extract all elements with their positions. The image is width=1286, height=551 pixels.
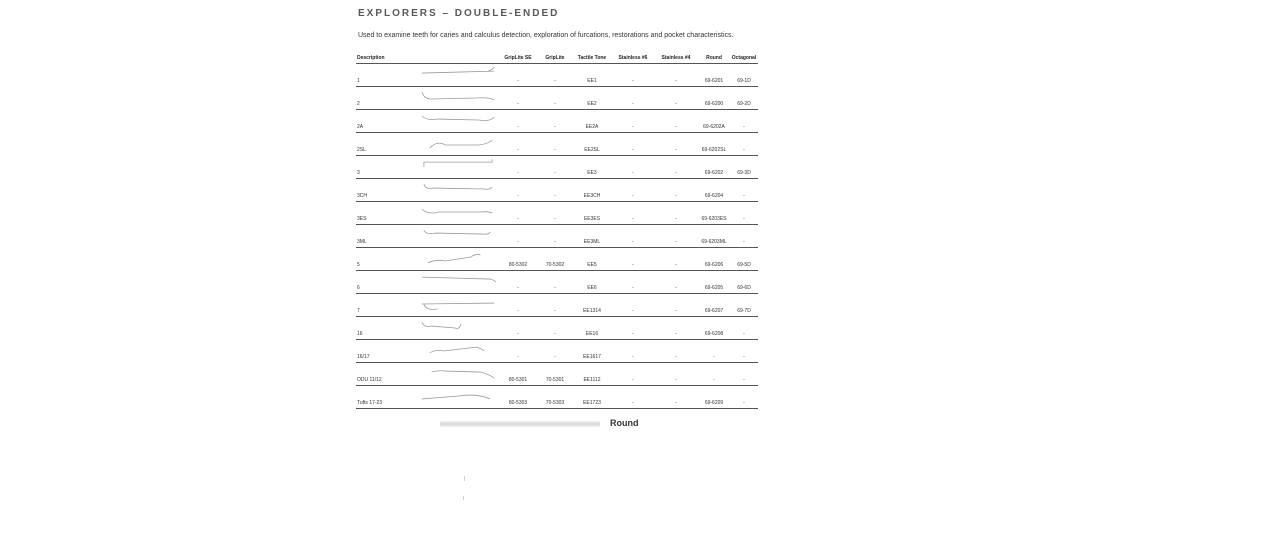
- cell-gl: -: [538, 340, 572, 363]
- cell-gse: -: [498, 317, 538, 340]
- explorer-instrument-image: [420, 159, 498, 175]
- row-description: 16: [356, 317, 414, 340]
- instrument-image-cell: [414, 225, 498, 248]
- row-description: 6: [356, 271, 414, 294]
- cell-gse: -: [498, 110, 538, 133]
- instrument-image-cell: [414, 179, 498, 202]
- cell-round: 69-6202: [698, 156, 730, 179]
- table-row: [356, 64, 758, 87]
- explorer-instrument-image: [420, 136, 498, 152]
- instrument-image-cell: [414, 363, 498, 386]
- cell-tt: EE1617: [572, 340, 612, 363]
- cell-gl: -: [538, 225, 572, 248]
- instrument-image-cell: [414, 386, 498, 409]
- cell-round: 69-6206: [698, 248, 730, 271]
- cell-gl: 70-5303: [538, 386, 572, 409]
- cell-gl: -: [538, 87, 572, 110]
- table-row: [356, 294, 758, 317]
- explorer-instrument-image: [420, 366, 498, 382]
- cell-gl: -: [538, 133, 572, 156]
- cell-gl: -: [538, 179, 572, 202]
- cell-gl: -: [538, 271, 572, 294]
- column-header: Round: [698, 53, 730, 64]
- cell-s6: -: [612, 156, 654, 179]
- explorer-instrument-image: [420, 343, 498, 359]
- row-description: 16/17: [356, 340, 414, 363]
- cell-s6: -: [612, 248, 654, 271]
- cell-s6: -: [612, 110, 654, 133]
- table-row: [356, 133, 758, 156]
- cell-oct: 69-7D: [730, 294, 758, 317]
- cell-round: 69-6203ML: [698, 225, 730, 248]
- instrument-image-cell: [414, 87, 498, 110]
- cell-oct: -: [730, 317, 758, 340]
- cell-oct: 69-6D: [730, 271, 758, 294]
- cell-gse: -: [498, 202, 538, 225]
- divider-mark: [464, 476, 465, 481]
- cell-gse: -: [498, 64, 538, 87]
- column-header: Stainless #6: [612, 53, 654, 64]
- cell-gl: -: [538, 110, 572, 133]
- cell-oct: -: [730, 133, 758, 156]
- cell-oct: -: [730, 340, 758, 363]
- cell-tt: EE3ES: [572, 202, 612, 225]
- cell-oct: -: [730, 225, 758, 248]
- cell-tt: EE1: [572, 64, 612, 87]
- column-header: Tactile Tone: [572, 53, 612, 64]
- cell-oct: 69-2D: [730, 87, 758, 110]
- explorer-instrument-image: [420, 90, 498, 106]
- instrument-image-cell: [414, 156, 498, 179]
- cell-gl: -: [538, 64, 572, 87]
- cell-s6: -: [612, 386, 654, 409]
- explorer-instrument-image: [420, 297, 498, 313]
- cell-oct: -: [730, 363, 758, 386]
- table-row: [356, 110, 758, 133]
- table-row: [356, 317, 758, 340]
- row-description: Tufts 17-23: [356, 386, 414, 409]
- cell-round: 69-6207: [698, 294, 730, 317]
- cell-gse: 80-5303: [498, 386, 538, 409]
- row-description: 3: [356, 156, 414, 179]
- table-row: [356, 156, 758, 179]
- table-row: [356, 225, 758, 248]
- cell-oct: -: [730, 202, 758, 225]
- cell-s4: -: [654, 110, 698, 133]
- cell-s4: -: [654, 317, 698, 340]
- explorer-instrument-image: [420, 205, 498, 221]
- cell-s6: -: [612, 225, 654, 248]
- column-header: Description: [356, 53, 414, 64]
- explorer-instrument-image: [420, 274, 498, 290]
- row-description: 5: [356, 248, 414, 271]
- cell-oct: 69-3D: [730, 156, 758, 179]
- table-row: [356, 363, 758, 386]
- row-description: 1: [356, 64, 414, 87]
- cell-gse: -: [498, 340, 538, 363]
- explorer-instrument-image: [420, 228, 498, 244]
- cell-round: 69-6209: [698, 386, 730, 409]
- cell-s4: -: [654, 156, 698, 179]
- cell-round: 69-6208: [698, 317, 730, 340]
- instrument-image-cell: [414, 271, 498, 294]
- cell-tt: EE1314: [572, 294, 612, 317]
- instrument-image-cell: [414, 317, 498, 340]
- cell-s4: -: [654, 294, 698, 317]
- cell-s4: -: [654, 271, 698, 294]
- row-description: 2A: [356, 110, 414, 133]
- instrument-image-cell: [414, 340, 498, 363]
- cell-round: 69-6202A: [698, 110, 730, 133]
- table-header-row: [356, 53, 758, 64]
- explorer-instrument-image: [420, 320, 498, 336]
- cell-s4: -: [654, 225, 698, 248]
- column-header: Stainless #4: [654, 53, 698, 64]
- row-description: 3ES: [356, 202, 414, 225]
- cell-oct: -: [730, 110, 758, 133]
- row-description: 3CH: [356, 179, 414, 202]
- cell-gse: -: [498, 225, 538, 248]
- page-title: EXPLORERS – DOUBLE-ENDED: [358, 8, 560, 19]
- instrument-image-cell: [414, 202, 498, 225]
- row-description: 2: [356, 87, 414, 110]
- cell-tt: EE3CH: [572, 179, 612, 202]
- explorer-instrument-image: [420, 251, 498, 267]
- cell-round: 69-6204: [698, 179, 730, 202]
- cell-round: 69-6201: [698, 64, 730, 87]
- round-handle-image: [440, 421, 600, 427]
- cell-tt: EE5: [572, 248, 612, 271]
- cell-gse: -: [498, 179, 538, 202]
- column-header: GripLite SE: [498, 53, 538, 64]
- cell-s6: -: [612, 64, 654, 87]
- cell-tt: EE6: [572, 271, 612, 294]
- explorer-instrument-image: [420, 389, 498, 405]
- table-row: [356, 87, 758, 110]
- cell-s6: -: [612, 363, 654, 386]
- cell-gse: 80-5301: [498, 363, 538, 386]
- cell-s6: -: [612, 271, 654, 294]
- cell-round: 69-6202SL: [698, 133, 730, 156]
- row-description: 7: [356, 294, 414, 317]
- cell-s4: -: [654, 87, 698, 110]
- table-row: [356, 202, 758, 225]
- explorer-instrument-image: [420, 67, 498, 83]
- cell-s4: -: [654, 340, 698, 363]
- cell-s4: -: [654, 202, 698, 225]
- cell-tt: EE2A: [572, 110, 612, 133]
- cell-tt: EE1723: [572, 386, 612, 409]
- cell-round: 69-6200: [698, 87, 730, 110]
- explorer-instrument-image: [420, 113, 498, 129]
- cell-s6: -: [612, 87, 654, 110]
- cell-gl: -: [538, 317, 572, 340]
- cell-oct: -: [730, 386, 758, 409]
- instrument-image-cell: [414, 133, 498, 156]
- cell-s4: -: [654, 179, 698, 202]
- cell-s4: -: [654, 363, 698, 386]
- cell-gl: 70-5302: [538, 248, 572, 271]
- cell-s4: -: [654, 133, 698, 156]
- cell-tt: EE3: [572, 156, 612, 179]
- cell-tt: EE2: [572, 87, 612, 110]
- cell-tt: EE1112: [572, 363, 612, 386]
- cell-s6: -: [612, 202, 654, 225]
- column-header: GripLite: [538, 53, 572, 64]
- cell-s4: -: [654, 64, 698, 87]
- cell-oct: 69-1D: [730, 64, 758, 87]
- cell-round: 69-6203ES: [698, 202, 730, 225]
- instrument-image-cell: [414, 294, 498, 317]
- round-handle-label: Round: [610, 418, 639, 428]
- cell-round: -: [698, 363, 730, 386]
- page-subtitle: Used to examine teeth for caries and calculus detection, exploration of furcations, restorations and pocket characteristics.: [358, 32, 734, 39]
- cell-gse: -: [498, 294, 538, 317]
- divider-mark: [463, 496, 464, 500]
- cell-s6: -: [612, 179, 654, 202]
- cell-s4: -: [654, 248, 698, 271]
- cell-gse: -: [498, 87, 538, 110]
- cell-s6: -: [612, 340, 654, 363]
- cell-gse: -: [498, 271, 538, 294]
- explorer-instrument-image: [420, 182, 498, 198]
- instrument-image-cell: [414, 110, 498, 133]
- explorers-table: [356, 53, 758, 409]
- cell-gl: 70-5301: [538, 363, 572, 386]
- cell-s6: -: [612, 133, 654, 156]
- cell-round: -: [698, 340, 730, 363]
- column-header: Octagonal: [730, 53, 758, 64]
- table-row: [356, 271, 758, 294]
- table-row: [356, 386, 758, 409]
- row-description: 3ML: [356, 225, 414, 248]
- cell-gl: -: [538, 294, 572, 317]
- cell-gse: -: [498, 156, 538, 179]
- cell-s6: -: [612, 317, 654, 340]
- cell-oct: 69-5D: [730, 248, 758, 271]
- cell-gl: -: [538, 202, 572, 225]
- table-row: [356, 248, 758, 271]
- cell-gse: 80-5302: [498, 248, 538, 271]
- row-description: 2SL: [356, 133, 414, 156]
- cell-gl: -: [538, 156, 572, 179]
- cell-oct: -: [730, 179, 758, 202]
- cell-gse: -: [498, 133, 538, 156]
- cell-round: 69-6205: [698, 271, 730, 294]
- instrument-image-cell: [414, 64, 498, 87]
- cell-tt: EE3ML: [572, 225, 612, 248]
- cell-tt: EE2SL: [572, 133, 612, 156]
- row-description: ODU 11/12: [356, 363, 414, 386]
- cell-s4: -: [654, 386, 698, 409]
- column-header: [414, 53, 498, 64]
- instrument-image-cell: [414, 248, 498, 271]
- table-row: [356, 340, 758, 363]
- cell-s6: -: [612, 294, 654, 317]
- cell-tt: EE16: [572, 317, 612, 340]
- table-row: [356, 179, 758, 202]
